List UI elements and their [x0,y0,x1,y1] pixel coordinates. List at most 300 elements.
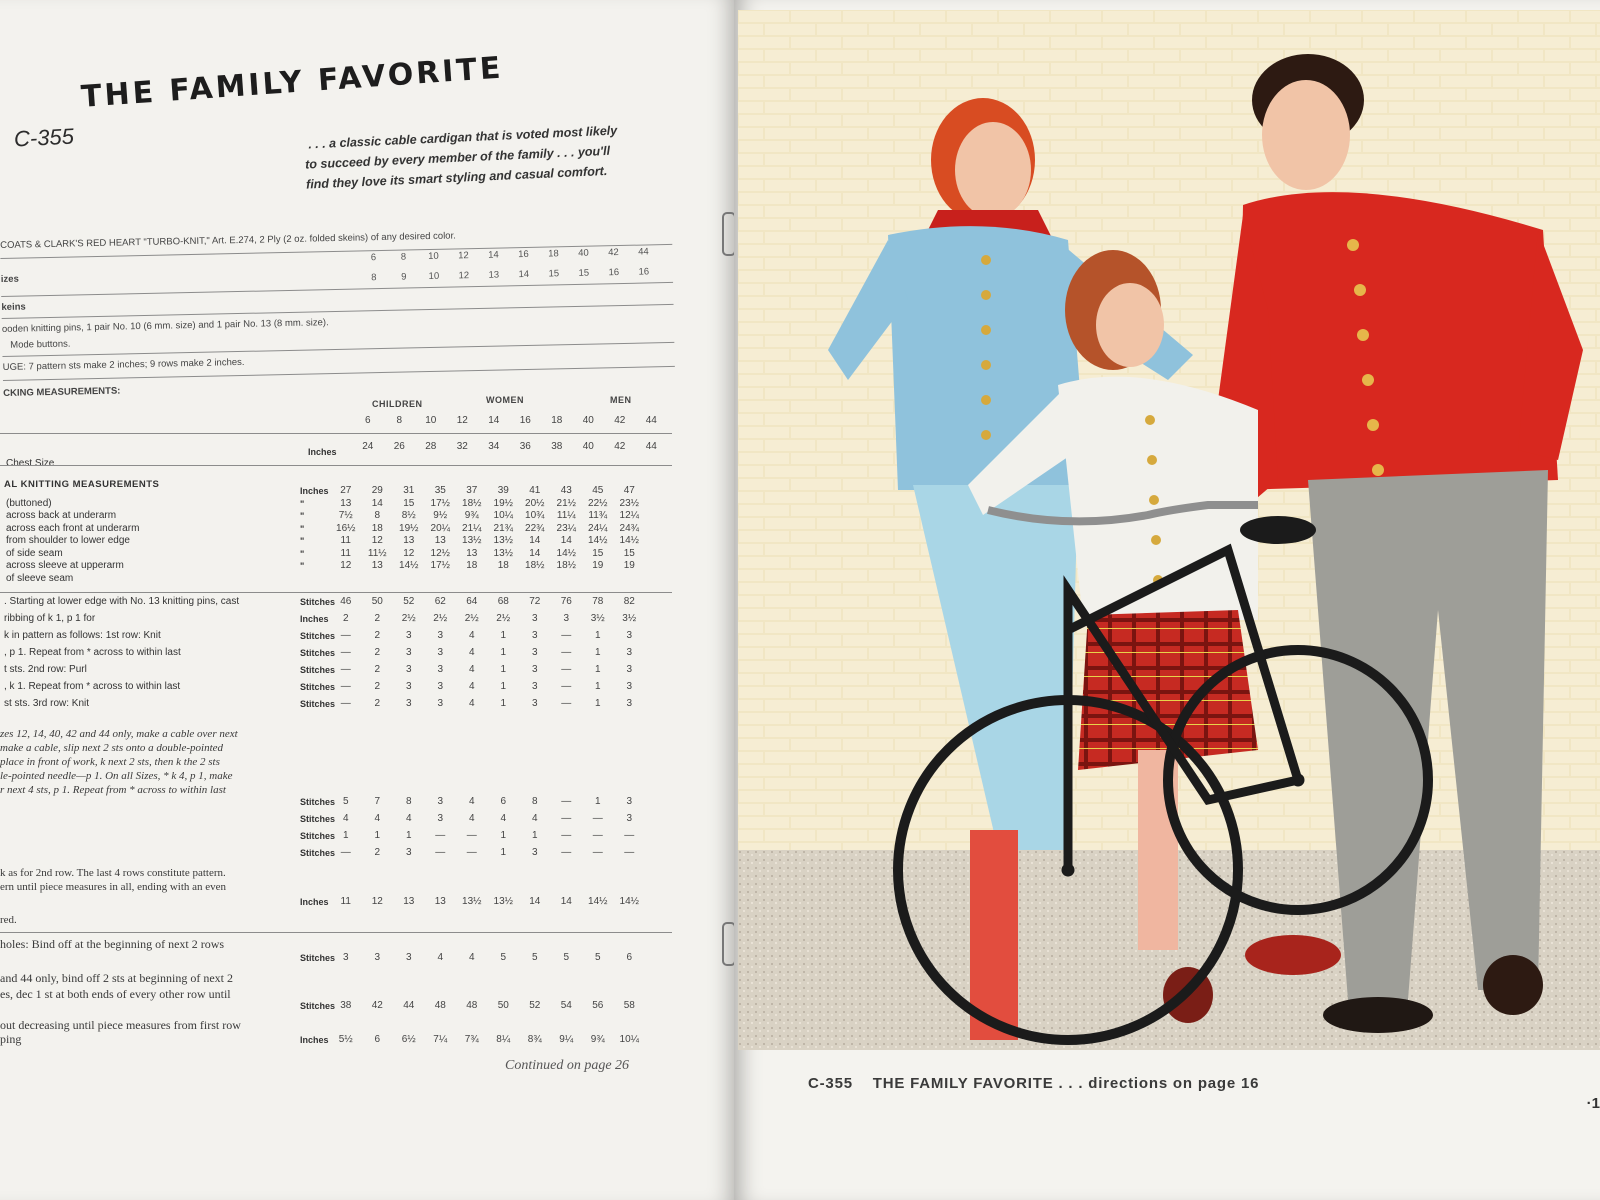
row-unit: Stitches [300,831,336,841]
table-cell: 14½ [588,896,608,907]
skein-value: 9 [401,271,407,283]
table-row [0,952,680,968]
table-cell: 38 [340,1000,352,1011]
chest-value: 32 [456,441,468,452]
row-values [330,548,645,559]
size-value: 16 [518,248,529,261]
table-cell: — [435,847,446,858]
table-cell: 17½ [430,560,450,571]
table-cell: — [466,847,477,858]
row-unit: Stitches [300,1001,336,1011]
table-cell: 13 [434,535,446,546]
table-cell: 68 [497,596,509,607]
table-cell: 62 [434,596,446,607]
cable-instructions [0,727,320,797]
table-cell: 9¼ [559,1034,574,1045]
table-cell: 14 [371,497,383,509]
row-unit: Stitches [300,814,336,824]
table-row [0,664,680,680]
row-unit: " [300,561,305,571]
cable-line: le-pointed needle—p 1. On all Sizes, * k 4, p 1, make [0,770,233,782]
table-cell: 3 [405,681,412,692]
skein-value: 16 [638,266,650,278]
table-cell: 3 [531,847,538,858]
table-cell: 72 [529,596,541,607]
row-values [330,510,645,521]
pattern-row [0,896,680,914]
row-label: of side seam [6,547,63,559]
group-men: MEN [610,395,632,405]
size-value: 44 [638,246,649,258]
row-unit: " [300,498,305,509]
table-cell: 23½ [619,497,639,509]
row-unit: " [300,511,305,521]
table-cell: 13 [371,560,383,571]
table-cell: 8 [374,510,381,521]
table-cell: 7½ [338,510,353,521]
skein-value: 10 [428,270,440,283]
table-row [0,896,680,912]
row-unit: Inches [300,486,329,496]
holes-row [0,952,680,970]
table-cell: 17½ [430,497,450,509]
table-cell: 12 [403,547,415,559]
table-cell: 3 [405,630,412,641]
table-cell: 20¼ [430,522,450,534]
table-row [0,596,680,612]
table-cell: 4 [468,796,475,807]
table-cell: — [340,664,351,675]
table-cell: 3 [531,664,538,675]
table-row [0,630,680,646]
table-cell: 12½ [430,547,450,559]
table-cell: 7 [374,796,381,807]
table-cell: — [592,813,603,824]
table-cell: 58 [623,1000,635,1011]
size-value: 10 [425,415,437,426]
group-children: CHILDREN [372,399,423,409]
row-label: . Starting at lower edge with No. 13 knitting pins, cast [4,596,240,607]
divider [0,465,672,466]
row-label: across each front at underarm [6,522,140,534]
size-value: 14 [488,415,500,426]
skein-value: 13 [488,269,500,281]
table-cell: — [561,630,572,641]
table-cell: — [340,698,351,709]
table-cell: 2½ [433,613,448,624]
table-row [0,830,680,846]
table-cell: 14½ [588,535,608,546]
row-values [330,813,645,824]
table-cell: 4 [531,813,538,824]
row-values [330,896,645,907]
out-text: out decreasing until piece measures from first row [0,1018,241,1032]
table-cell: 21½ [556,497,576,509]
row-values [330,535,645,546]
table-cell: — [561,796,572,807]
table-cell: 1 [500,647,507,658]
pattern-code: C-355 [13,123,75,152]
table-cell: 3 [437,698,444,709]
table-cell: 21¾ [493,522,513,534]
ping-text: ping [0,1032,22,1046]
row-values [330,830,645,841]
size-value: 42 [608,247,619,259]
table-cell: — [624,830,635,841]
table-cell: 13 [340,497,352,509]
table-cell: 29 [371,485,383,496]
table-cell: 6 [500,796,507,807]
table-cell: 1 [594,681,601,692]
table-cell: 3 [531,630,538,641]
table-cell: 3 [531,647,538,658]
table-cell: 1 [500,830,507,841]
dec-text [0,970,320,1002]
row-label: k in pattern as follows: 1st row: Knit [4,630,161,641]
table-cell: 54 [560,1000,572,1011]
left-page [0,0,734,1200]
table-cell: 8 [405,796,412,807]
woman-face [955,122,1031,218]
table-cell: 12¼ [619,510,639,521]
table-cell: — [561,664,572,675]
size-value: 42 [614,415,626,426]
size-value: 40 [582,415,594,426]
chest-value: 28 [425,441,437,452]
table-cell: 2 [374,664,381,675]
table-cell: 19½ [399,522,419,534]
chest-label: Chest Size [6,458,55,469]
row-values [330,796,645,807]
table-cell: 2 [374,613,381,624]
table-cell: 42 [371,1000,383,1011]
table-cell: 50 [371,596,383,607]
row-values [330,698,645,709]
chest-value: 40 [582,441,594,452]
measurements-heading: CKING MEASUREMENTS: [3,385,121,399]
row-values [330,630,645,641]
table-cell: 3 [437,813,444,824]
man-right-shoe [1483,955,1543,1015]
table-cell: 3 [626,813,633,824]
ping-row [0,1034,680,1052]
table-cell: 2 [342,613,349,624]
table-cell: 18 [497,560,509,571]
table-cell: 9¾ [590,1034,605,1045]
table-cell: 64 [466,596,478,607]
table-cell: 14 [529,547,541,559]
table-cell: — [340,647,351,658]
chest-value: 42 [614,441,626,452]
man-sweater [1238,192,1558,490]
table-cell: 6 [626,952,633,963]
table-cell: 14½ [619,896,639,907]
size-value: 14 [488,249,499,261]
photo-illustration [738,10,1600,1050]
table-cell: 11 [340,547,351,559]
row-values [330,596,645,607]
tagline-line-1: . . . a classic cable cardigan that is voted most likely [307,123,618,152]
table-row [0,1034,680,1050]
table-cell: 11 [340,896,351,907]
table-cell: 8 [531,796,538,807]
table-cell: 4 [468,698,475,709]
table-cell: 3 [405,698,412,709]
divider [1,282,673,297]
size-value: 44 [645,415,657,426]
table-row [0,813,680,829]
table-cell: — [340,847,351,858]
row-values [330,560,645,571]
tagline-line-3: find they love its smart styling and casual comfort. [305,163,608,192]
table-cell: 14½ [556,547,576,559]
table-cell: 12 [371,896,383,907]
measure-sizes-row [352,415,667,426]
tagline [304,117,686,194]
knitting-rows [0,485,680,590]
table-cell: — [561,647,572,658]
table-cell: 7¼ [433,1034,448,1045]
table-cell: 1 [500,698,507,709]
row-label: from shoulder to lower edge [6,535,130,546]
table-cell: 6½ [401,1034,416,1045]
knitting-heading: AL KNITTING MEASUREMENTS [4,479,160,490]
table-cell: 3½ [590,613,605,624]
table-cell: 2 [374,847,381,858]
table-cell: — [561,681,572,692]
needles-line: ooden knitting pins, 1 pair No. 10 (6 mm. size) and 1 pair No. 13 (8 mm. size). [1,317,329,335]
table-cell: 1 [500,664,507,675]
table-cell: 13½ [493,547,513,559]
table-cell: 2 [374,647,381,658]
row-values [330,681,645,692]
pattern-text [0,866,320,894]
dec-line: es, dec 1 st at both ends of every other row until [0,987,231,1001]
yarn-line: COATS & CLARK'S RED HEART "TURBO-KNIT," Art. E.274, 2 Ply (2 oz. folded skeins) of any desired color. [0,230,456,251]
table-cell: 3 [531,613,538,624]
table-cell: 76 [560,596,572,607]
table-cell: 50 [497,1000,509,1011]
table-cell: 44 [403,1000,415,1011]
table-cell: 14½ [619,535,639,546]
table-cell: 18½ [525,560,545,571]
photo-caption [808,1075,1259,1092]
size-value: 12 [458,250,469,262]
table-cell: 1 [594,647,601,658]
table-cell: 1 [594,630,601,641]
table-cell: 1 [374,830,381,841]
table-cell: 4 [468,630,475,641]
row-values [330,613,645,624]
size-value: 6 [370,252,377,264]
skeins-row [359,266,659,283]
table-cell: 4 [468,647,475,658]
family-photo [738,10,1600,1050]
table-cell: 47 [623,485,635,496]
table-row [0,796,680,812]
row-unit: Inches [300,1035,329,1045]
table-cell: 2½ [464,613,479,624]
chest-value: 26 [393,441,405,452]
divider [2,304,674,319]
table-cell: 12 [340,560,352,571]
table-cell: 1 [594,796,601,807]
row-unit: Stitches [300,631,336,641]
row-unit: Stitches [300,953,336,963]
table-row [0,698,680,714]
table-cell: 6 [374,1034,381,1045]
row-values [330,485,645,496]
table-cell: 3 [626,647,633,658]
table-cell: 3 [437,647,444,658]
page-number: ·1 [1586,1095,1600,1112]
table-cell: 3 [405,952,412,963]
table-cell: 3 [563,613,570,624]
skein-value: 16 [608,267,620,279]
table-cell: 3 [626,698,633,709]
row-unit: Inches [300,614,329,624]
table-cell: 4 [468,681,475,692]
row-label: , p 1. Repeat from * across to within last [4,647,181,658]
chest-row [352,441,667,452]
table-row [0,847,680,863]
row-unit: " [300,523,305,534]
row-label: , k 1. Repeat from * across to within last [4,681,181,692]
table-cell: 1 [500,681,507,692]
table-row [0,573,680,589]
table-cell: 12 [371,535,383,546]
table-cell: 3 [342,952,349,963]
chest-unit: Inches [308,447,337,457]
table-cell: 3 [531,681,538,692]
table-cell: 3 [626,796,633,807]
table-cell: 1 [500,847,507,858]
table-cell: 7¾ [464,1034,479,1045]
row-unit: Stitches [300,848,336,858]
table-cell: 5½ [338,1034,353,1045]
divider [2,342,674,357]
row-unit: Stitches [300,648,336,658]
table-cell: 3½ [622,613,637,624]
table-cell: 3 [626,630,633,641]
table-cell: 3 [626,664,633,675]
table-cell: 82 [623,596,635,607]
row-label: across sleeve at upperarm [6,560,124,571]
table-cell: 15 [403,497,415,509]
gauge-line: UGE: 7 pattern sts make 2 inches; 9 rows make 2 inches. [2,356,245,373]
table-cell: 3 [437,664,444,675]
table-cell: — [561,847,572,858]
table-cell: 3 [405,847,412,858]
table-cell: 21¼ [462,522,482,534]
table-cell: 14 [560,535,572,546]
table-cell: 3 [437,630,444,641]
table-cell: 18½ [556,560,576,571]
table-cell: 35 [434,485,446,496]
table-cell: 78 [592,596,604,607]
table-cell: 5 [563,952,570,963]
table-cell: 31 [403,485,415,496]
instruction-rows [0,596,680,721]
table-cell: 9½ [433,510,448,521]
table-cell: 18 [466,560,478,571]
skeins-label: keins [1,301,26,313]
skein-value: 15 [548,268,560,280]
size-value: 12 [456,415,468,426]
page-title: THE FAMILY FAVORITE [80,50,505,115]
table-cell: 45 [592,485,604,496]
table-cell: — [340,630,351,641]
table-cell: 22½ [588,497,608,509]
table-cell: 1 [531,830,538,841]
pattern-line: ern until piece measures in all, ending with an even [0,881,227,893]
table-cell: 1 [594,664,601,675]
row-unit: " [300,548,305,559]
table-cell: 5 [531,952,538,963]
caption-title: THE FAMILY FAVORITE . . . directions on page 16 [872,1075,1260,1092]
man-face [1262,80,1350,190]
row-values [330,952,645,963]
tagline-line-2: to succeed by every member of the family . . . you'll [304,143,611,172]
girl-loafer [1245,935,1341,975]
table-cell: 5 [342,796,349,807]
row-unit: Stitches [300,682,336,692]
table-cell: — [561,830,572,841]
table-cell: 14½ [399,560,419,571]
table-cell: 4 [437,952,444,963]
table-cell: 2½ [496,613,511,624]
table-cell: 22¾ [525,522,545,534]
sizes-label: izes [0,273,19,285]
table-cell: 4 [374,813,381,824]
pattern-line: k as for 2nd row. The last 4 rows constitute pattern. [0,867,226,879]
table-cell: 14 [560,896,572,907]
table-cell: 11¼ [556,510,576,521]
chest-value: 44 [645,441,657,452]
girl-face [1096,283,1164,367]
table-cell: 13½ [462,535,482,546]
table-cell: 13 [466,547,478,559]
table-cell: 15 [623,547,635,559]
divider [0,433,672,434]
cable-rows [0,796,680,866]
table-cell: 37 [466,485,478,496]
row-values [330,523,645,534]
chest-value: 24 [362,441,374,452]
dec-line: and 44 only, bind off 2 sts at beginning of next 2 [0,971,233,985]
cable-line: place in front of work, k next 2 sts, then k the 2 sts [0,756,220,768]
table-cell: 52 [403,596,415,607]
row-unit: Stitches [300,699,336,709]
table-row [0,681,680,697]
skein-value: 12 [458,270,470,282]
row-unit: Stitches [300,597,336,607]
table-cell: 4 [342,813,349,824]
row-label: (buttoned) [6,497,52,509]
size-value: 8 [400,251,407,263]
chest-value: 34 [488,441,500,452]
table-cell: — [592,847,603,858]
table-cell: 4 [500,813,507,824]
table-cell: 18½ [462,497,482,509]
caption-code: C-355 [808,1075,853,1092]
table-cell: 3 [437,681,444,692]
row-values [330,1000,645,1011]
row-values [330,1034,645,1045]
table-cell: 15 [592,547,604,559]
table-cell: 2 [374,681,381,692]
table-cell: 13 [403,896,415,907]
